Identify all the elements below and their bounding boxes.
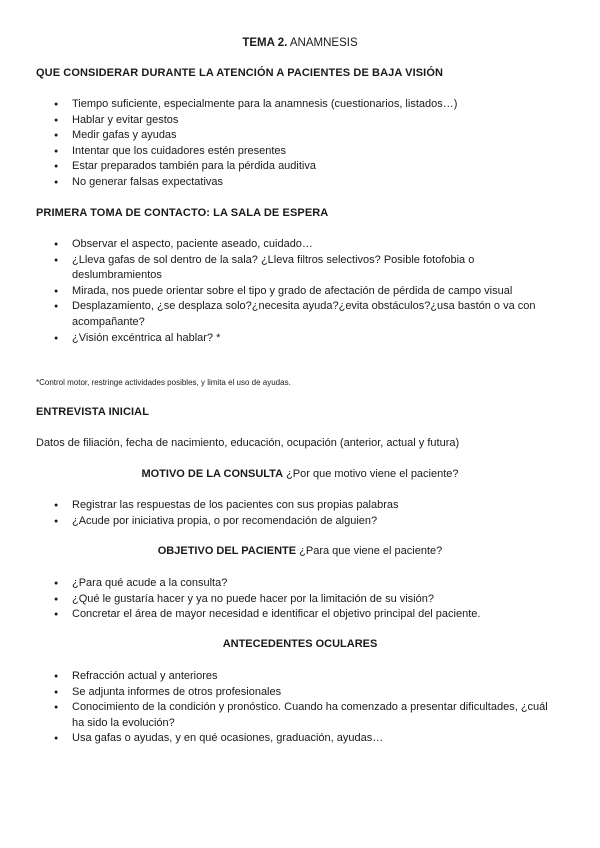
title-bold: TEMA 2.	[242, 37, 288, 49]
antecedentes-list	[48, 669, 553, 747]
list-item: ● Hablar y evitar gestos	[48, 113, 553, 129]
list-item: ● ¿Visión excéntrica al hablar? *	[48, 331, 553, 347]
list-item: ● ¿Qué le gustaría hacer y ya no puede hacer por la limitación de su visión?	[48, 592, 553, 608]
objetivo-heading-rest: ¿Para que viene el paciente?	[296, 545, 443, 557]
list-item: ● Observar el aspecto, paciente aseado, cuidado…	[48, 237, 553, 253]
list-item: ● Estar preparados también para la pérdida auditiva	[48, 159, 553, 175]
motivo-heading-rest: ¿Por que motivo viene el paciente?	[283, 468, 459, 480]
page-title	[0, 37, 600, 49]
motivo-heading	[0, 468, 600, 480]
list-item: ● ¿Para qué acude a la consulta?	[48, 576, 553, 592]
section3-heading: ENTREVISTA INICIAL	[36, 406, 150, 418]
list-item: ● Usa gafas o ayudas, y en qué ocasiones, graduación, ayudas…	[48, 731, 553, 747]
list-item: ● Desplazamiento, ¿se desplaza solo?¿necesita ayuda?¿evita obstáculos?¿usa bastón o va con acompañante?	[48, 299, 553, 330]
section2-heading: PRIMERA TOMA DE CONTACTO: LA SALA DE ESPERA	[36, 207, 329, 219]
section2-list	[48, 237, 553, 346]
section1-heading: QUE CONSIDERAR DURANTE LA ATENCIÓN A PACIENTES DE BAJA VISIÓN	[36, 67, 444, 79]
objetivo-list	[48, 576, 553, 623]
motivo-list	[48, 498, 553, 529]
objetivo-heading	[0, 545, 600, 557]
section1-list	[48, 97, 553, 191]
list-item: ● Mirada, nos puede orientar sobre el tipo y grado de afectación de pérdida de campo visual	[48, 284, 553, 300]
list-item: ● Conocimiento de la condición y pronóstico. Cuando ha comenzado a presentar dificultades, ¿cuál ha sido la evolución?	[48, 700, 553, 731]
list-item: ● Registrar las respuestas de los pacientes con sus propias palabras	[48, 498, 553, 514]
section3-paragraph: Datos de filiación, fecha de nacimiento, educación, ocupación (anterior, actual y futura)	[36, 437, 460, 449]
list-item: ● Se adjunta informes de otros profesionales	[48, 685, 553, 701]
list-item: ● Medir gafas y ayudas	[48, 128, 553, 144]
footnote: *Control motor, restringe actividades posibles, y limita el uso de ayudas.	[36, 378, 291, 387]
list-item: ● No generar falsas expectativas	[48, 175, 553, 191]
list-item: ● ¿Lleva gafas de sol dentro de la sala? ¿Lleva filtros selectivos? Posible fotofobia o deslumbramientos	[48, 253, 553, 284]
antecedentes-heading-bold: ANTECEDENTES OCULARES	[222, 638, 378, 650]
title-rest: ANAMNESIS	[287, 37, 358, 49]
list-item: ● Tiempo suficiente, especialmente para la anamnesis (cuestionarios, listados…)	[48, 97, 553, 113]
list-item: ● Intentar que los cuidadores estén presentes	[48, 144, 553, 160]
list-item: ● ¿Acude por iniciativa propia, o por recomendación de alguien?	[48, 514, 553, 530]
list-item: ● Concretar el área de mayor necesidad e identificar el objetivo principal del paciente.	[48, 607, 553, 623]
antecedentes-heading	[0, 638, 600, 650]
list-item: ● Refracción actual y anteriores	[48, 669, 553, 685]
objetivo-heading-bold: OBJETIVO DEL PACIENTE	[157, 545, 297, 557]
motivo-heading-bold: MOTIVO DE LA CONSULTA	[141, 468, 284, 480]
